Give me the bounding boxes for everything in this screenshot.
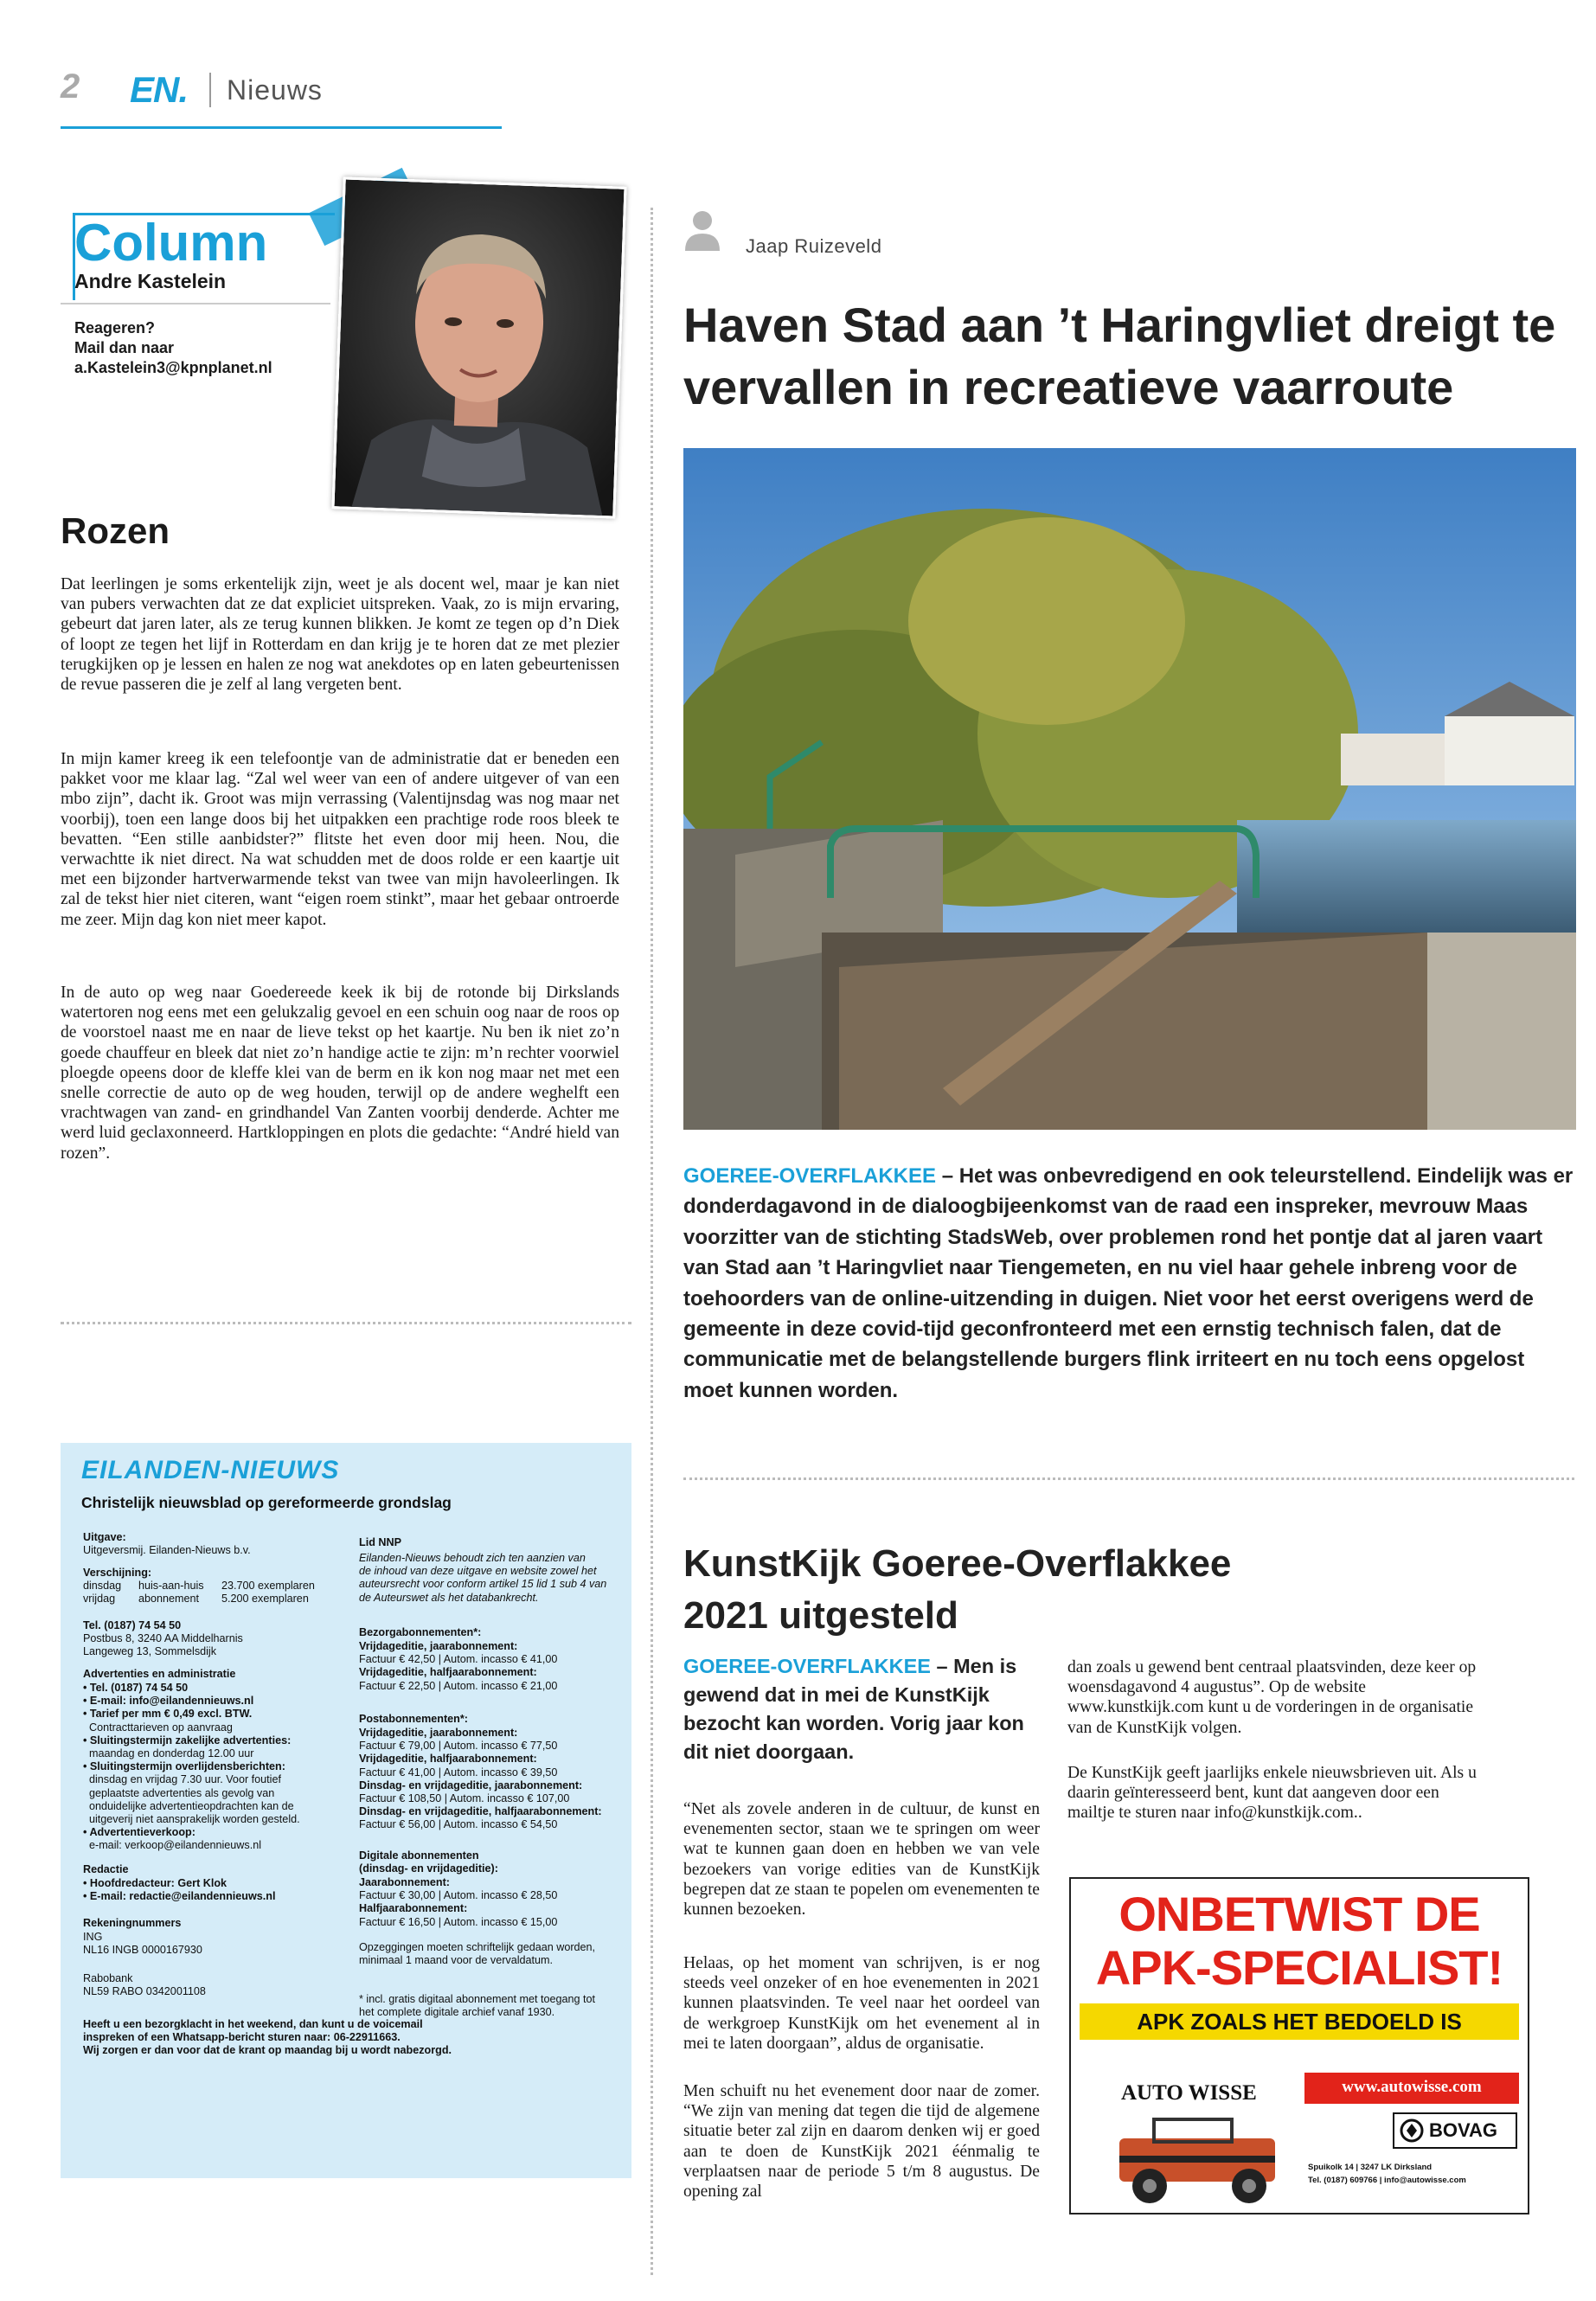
colophon-footer: Heeft u een bezorgklacht in het weekend, dan kunt u de voicemail <box>83 2018 423 2030</box>
colophon-adv-list <box>83 1682 300 1853</box>
section-divider <box>209 73 211 107</box>
ad-headline: ONBETWIST DE <box>1118 1887 1480 1941</box>
colophon-text: Uitgeversmij. Eilanden-Nieuws b.v. <box>83 1544 251 1556</box>
colophon-price-list <box>359 1640 557 1693</box>
kunstkijk-location: GOEREE-OVERFLAKKEE <box>683 1655 931 1677</box>
column-paragraph: In de auto op weg naar Goedereede keek ik bij de rotonde bij Dirkslands watertoren nog eens met een gelukzalig gevoel en een schuin oog naar de roos op de voorstoel naast me en naar de lieve tekst op het kaartje. Nu ben ik niet zo’n goede chauffeur en bleek dat niet zo’n handige actie te zijn: m’n rechter voorwiel ploegde opeens door de kleffe klei van de berm en ik kon nog maar net met een snelle correctie de auto op de weg houden, terwijl op de andere weghelft een vrachtwagen van zand- en grindhandel Van Zanten voorbij denderde. Achter me werd luid geclaxonneerd. Hartkloppingen en plots die gedachte: “André hield van rozen”. <box>61 984 619 1163</box>
colophon-line: Vrijdageditie, jaarabonnement: <box>359 1727 518 1739</box>
kunstkijk-paragraph: Men schuift nu het evenement door naar de zomer. “We zijn van mening dat tegen die tijd de algemene situatie beter zal zijn en daarom denken wij er goed aan te doen de KunstKijk 2021 éénmalig te verplaatsen naar de periode 5 t/m 8 augustus. De opening zal <box>683 2082 1040 2202</box>
colophon-box <box>61 1443 631 2178</box>
colophon-heading: (dinsdag- en vrijdageditie): <box>359 1862 498 1875</box>
colophon-heading: Verschijning: <box>83 1567 152 1579</box>
column-paragraph: Dat leerlingen je soms erkentelijk zijn, weet je als docent wel, maar je kan niet van pubers verwachten dat ze dat expliciet uitspreken. Vaak, zo is mijn ervaring, gebeurt dat jaren later, als ze terug kunnen blikken. Je komt ze tegen op d’n Diek of loopt ze tegen het lijf in Rotterdam en dan krijg je te horen dat ze met plezier terugkijken op je lessen en halen ze nog wat anekdotes op en laten gebeurtenissen de revue passeren die je zelf al lang vergeten bent. <box>61 575 619 695</box>
bovag-emblem-icon <box>1400 2118 1424 2143</box>
newspaper-logo: EN. <box>130 69 189 110</box>
colophon-line: de Auteurswet als het databankrecht. <box>359 1591 539 1604</box>
colophon-line: auteursrecht voor conform artikel 15 lid 1 sub 4 van <box>359 1578 607 1591</box>
column-title: Rozen <box>61 510 170 551</box>
colophon-text: dinsdag <box>83 1580 122 1592</box>
column-rule <box>61 303 330 304</box>
colophon-price-list <box>359 1876 557 1929</box>
colophon-heading: Postabonnementen*: <box>359 1713 468 1725</box>
ad-address-line: Spuikolk 14 | 3247 LK Dirksland <box>1308 2163 1433 2172</box>
colophon-line: Contracttarieven op aanvraag <box>83 1721 233 1734</box>
ad-website[interactable]: www.autowisse.com <box>1342 2078 1482 2096</box>
ad-phone-line: Tel. (0187) 609766 | info@autowisse.com <box>1308 2176 1466 2185</box>
colophon-line: Halfjaarabonnement: <box>359 1902 468 1915</box>
column-label: Column <box>74 214 268 272</box>
kunstkijk-paragraph: Helaas, op het moment van schrijven, is er nog steeds veel onzeker of en hoe evenementen in 2021 kunnen plaatsvinden. Te veel naar het oordeel van de werkgroep KunstKijk om het evenement al in mei te laten doorgaan”, aldus de organisatie. <box>683 1954 1040 2053</box>
ad-headline: APK-SPECIALIST! <box>1095 1940 1503 1995</box>
column-author: Andre Kastelein <box>74 270 227 292</box>
article-intro-text: – Het was onbevredigend en ook teleurstellend. Eindelijk was er donderdagavond in de dialoogbijeenkomst van de raad een inspreker, mevrouw Maas voorzitter van de stichting StadsWeb, over problemen rond het pontje dat al jaren vaart van Stad aan ’t Haringvliet naar Tiengemeten, en nu viel haar gehele inbreng voor de toehoorders van de online-uitzending in duigen. Niet voor het eerst overigens werd de gemeente in deze covid-tijd geconfronteerd met een ernstig technisch falen, dat de communicatie met de belangstellende burgers flink irriteert en nu toch eens opgelost moet kunnen worden. <box>683 1164 1574 1402</box>
colophon-line: • E-mail: info@eilandennieuws.nl <box>83 1695 254 1708</box>
colophon-line: Factuur € 79,00 | Autom. incasso € 77,50 <box>359 1740 558 1753</box>
ad-banner-text: APK ZOALS HET BEDOELD IS <box>1137 2009 1462 2035</box>
auto-wisse-advertisement[interactable] <box>1069 1877 1529 2214</box>
colophon-line: maandag en donderdag 12.00 uur <box>83 1747 254 1760</box>
colophon-line: Factuur € 22,50 | Autom. incasso € 21,00 <box>359 1679 558 1692</box>
kunstkijk-paragraph: dan zoals u gewend bent centraal plaatsvinden, deze keer op woensdagavond 4 augustus”. Op de website www.kunstkijk.com kunt u de vorderingen in de organisatie van de KunstKijk volgen. <box>1067 1658 1477 1737</box>
jeep-illustration <box>1102 2112 1292 2208</box>
colophon-text: minimaal 1 maand voor de vervaldatum. <box>359 1954 553 1966</box>
ad-website-box[interactable] <box>1304 2073 1519 2104</box>
colophon-line: Eilanden-Nieuws behoudt zich ten aanzien van <box>359 1552 586 1564</box>
kunstkijk-paragraph: “Net als zovele anderen in de cultuur, de kunst en evenementen sector, staan we te springen om weer wat te kunnen gaan doen en hebben we van vele bezoekers van vorige edities van de KunstKijk begrepen dat ze staan te popelen om evenementen te kunnen bezoeken. <box>683 1800 1040 1920</box>
colophon-text: 23.700 exemplaren <box>221 1580 315 1592</box>
ad-brand: AUTO WISSE <box>1121 2081 1257 2105</box>
colophon-line: Vrijdageditie, jaarabonnement: <box>359 1640 518 1652</box>
column-divider <box>651 208 653 2275</box>
colophon-heading: Uitgave: <box>83 1531 126 1543</box>
kunstkijk-paragraph: De KunstKijk geeft jaarlijks enkele nieuwsbrieven uit. Als u daarin geïnteresseerd bent, kunt dat aangeven door een mailtje te sturen naar info@kunstkijk.com.. <box>1067 1764 1477 1823</box>
colophon-text: Postbus 8, 3240 AA Middelharnis <box>83 1632 243 1644</box>
colophon-heading: Advertenties en administratie <box>83 1668 236 1680</box>
colophon-line: • Tarief per mm € 0,49 excl. BTW. <box>83 1708 253 1721</box>
colophon-text: 5.200 exemplaren <box>221 1593 309 1605</box>
colophon-line: Factuur € 30,00 | Autom. incasso € 28,50 <box>359 1889 558 1902</box>
react-email[interactable]: a.Kastelein3@kpnplanet.nl <box>74 359 272 376</box>
colophon-line: Factuur € 56,00 | Autom. incasso € 54,50 <box>359 1818 558 1831</box>
ad-banner <box>1080 2003 1519 2040</box>
colophon-text: ING <box>83 1931 103 1943</box>
colophon-line: • Sluitingstermijn zakelijke advertenties: <box>83 1734 292 1747</box>
article-location: GOEREE-OVERFLAKKEE <box>683 1164 937 1188</box>
colophon-heading: Lid NNP <box>359 1536 401 1548</box>
bovag-logo <box>1393 2112 1517 2149</box>
kunstkijk-intro <box>683 1652 1038 1766</box>
colophon-heading: Digitale abonnementen <box>359 1849 479 1862</box>
colophon-line: Vrijdageditie, halfjaarabonnement: <box>359 1753 537 1766</box>
section-divider-dotted <box>61 1322 631 1324</box>
colophon-text: • E-mail: redactie@eilandennieuws.nl <box>83 1890 276 1902</box>
kunstkijk-intro-text: – Men is gewend dat in mei de KunstKijk bezocht kan worden. Vorig jaar kon dit niet doorgaan. <box>683 1655 1024 1763</box>
colophon-text: * incl. gratis digitaal abonnement met toegang tot <box>359 1993 596 2005</box>
colophon-line: de inhoud van deze uitgave en website zowel het <box>359 1565 597 1578</box>
article-byline: Jaap Ruizeveld <box>746 235 882 257</box>
kunstkijk-headline: KunstKijk Goeree-Overflakkee 2021 uitgesteld <box>683 1542 1232 1637</box>
ad-address <box>1308 2161 1524 2187</box>
colophon-logo: EILANDEN-NIEUWS <box>81 1456 340 1484</box>
author-photo <box>331 176 626 518</box>
page-number: 2 <box>61 67 80 106</box>
react-line: Reageren? <box>74 319 156 336</box>
colophon-line: dinsdag en vrijdag 7.30 uur. Voor foutief <box>83 1773 281 1786</box>
bovag-label: BOVAG <box>1429 2119 1498 2141</box>
colophon-text: het complete digitale archief vanaf 1930. <box>359 2006 555 2018</box>
colophon-line: Dinsdag- en vrijdageditie, jaarabonnement: <box>359 1779 583 1791</box>
colophon-text: Opzeggingen moeten schriftelijk gedaan worden, <box>359 1941 596 1953</box>
react-line: Mail dan naar <box>74 339 175 356</box>
colophon-price-list <box>359 1727 602 1832</box>
colophon-line: • Tel. (0187) 74 54 50 <box>83 1682 189 1694</box>
article-intro <box>683 1161 1574 1406</box>
colophon-text: NL59 RABO 0342001108 <box>83 1985 206 1997</box>
colophon-footer: inspreken of een Whatsapp-bericht sturen naar: 06-22911663. <box>83 2031 401 2043</box>
colophon-text: huis-aan-huis <box>138 1580 204 1592</box>
section-divider-dotted <box>683 1477 1574 1480</box>
colophon-text: Rabobank <box>83 1972 133 1984</box>
section-title: Nieuws <box>227 74 323 106</box>
colophon-line: Factuur € 16,50 | Autom. incasso € 15,00 <box>359 1915 558 1928</box>
colophon-text: • Hoofdredacteur: Gert Klok <box>83 1877 228 1889</box>
colophon-phone: Tel. (0187) 74 54 50 <box>83 1619 182 1631</box>
colophon-footer: Wij zorgen er dan voor dat de krant op maandag bij u wordt nabezorgd. <box>83 2044 452 2056</box>
colophon-text: NL16 INGB 0000167930 <box>83 1944 202 1956</box>
colophon-heading: Bezorgabonnementen*: <box>359 1626 482 1638</box>
colophon-nnp-text <box>359 1552 606 1605</box>
colophon-heading: Rekeningnummers <box>83 1917 182 1929</box>
colophon-line: Dinsdag- en vrijdageditie, halfjaarabonnement: <box>359 1805 602 1818</box>
article-headline: Haven Stad aan ’t Haringvliet dreigt te vervallen in recreatieve vaarroute <box>683 298 1556 414</box>
colophon-line: geplaatste advertenties als gevolg van <box>83 1786 275 1799</box>
harbour-photo <box>683 448 1576 1130</box>
colophon-line: onduidelijke advertentieopdrachten kan de <box>83 1799 294 1812</box>
colophon-text: abonnement <box>138 1593 200 1605</box>
react-info <box>74 318 272 378</box>
colophon-text: vrijdag <box>83 1593 116 1605</box>
header-rule <box>61 126 502 129</box>
colophon-line: • Advertentieverkoop: <box>83 1826 195 1839</box>
colophon-line: Vrijdageditie, halfjaarabonnement: <box>359 1666 537 1679</box>
colophon-line: Jaarabonnement: <box>359 1876 450 1888</box>
colophon-line: Factuur € 108,50 | Autom. incasso € 107,00 <box>359 1792 570 1805</box>
colophon-line: Factuur € 42,50 | Autom. incasso € 41,00 <box>359 1653 558 1666</box>
colophon-line: Factuur € 41,00 | Autom. incasso € 39,50 <box>359 1766 558 1779</box>
author-avatar-icon <box>685 209 720 251</box>
colophon-heading: Redactie <box>83 1863 129 1875</box>
colophon-line: uitgeverij niet aansprakelijk worden gesteld. <box>83 1813 300 1826</box>
column-paragraph: In mijn kamer kreeg ik een telefoontje van de administratie dat er beneden een pakket voor me klaar lag. “Zal wel weer van een of andere uitgever of van een mbo zijn”, dacht ik. Groot was mijn verrassing (Valentijnsdag was nog maar net voorbij), toen een lange doos bij het uitpakken een prachtige rode roos bleek te bevatten. “Een stille aanbidster?” flitste het even door mij heen. Nou, die verwachtte ik niet direct. Na wat schudden met de doos rolde er een kaartje uit met een bijzonder hartverwarmende tekst van twee van mijn havoleerlingen. Ik zal de tekst hier niet citeren, want “eigen roem stinkt”, maar het gebaar ontroerde me zeer. Mijn dag kon niet meer kapot. <box>61 750 619 929</box>
colophon-subtitle: Christelijk nieuwsblad op gereformeerde grondslag <box>81 1494 452 1511</box>
colophon-text: Langeweg 13, Sommelsdijk <box>83 1645 217 1657</box>
colophon-line: • Sluitingstermijn overlijdensberichten: <box>83 1760 285 1773</box>
colophon-line: e-mail: verkoop@eilandennieuws.nl <box>83 1839 261 1852</box>
